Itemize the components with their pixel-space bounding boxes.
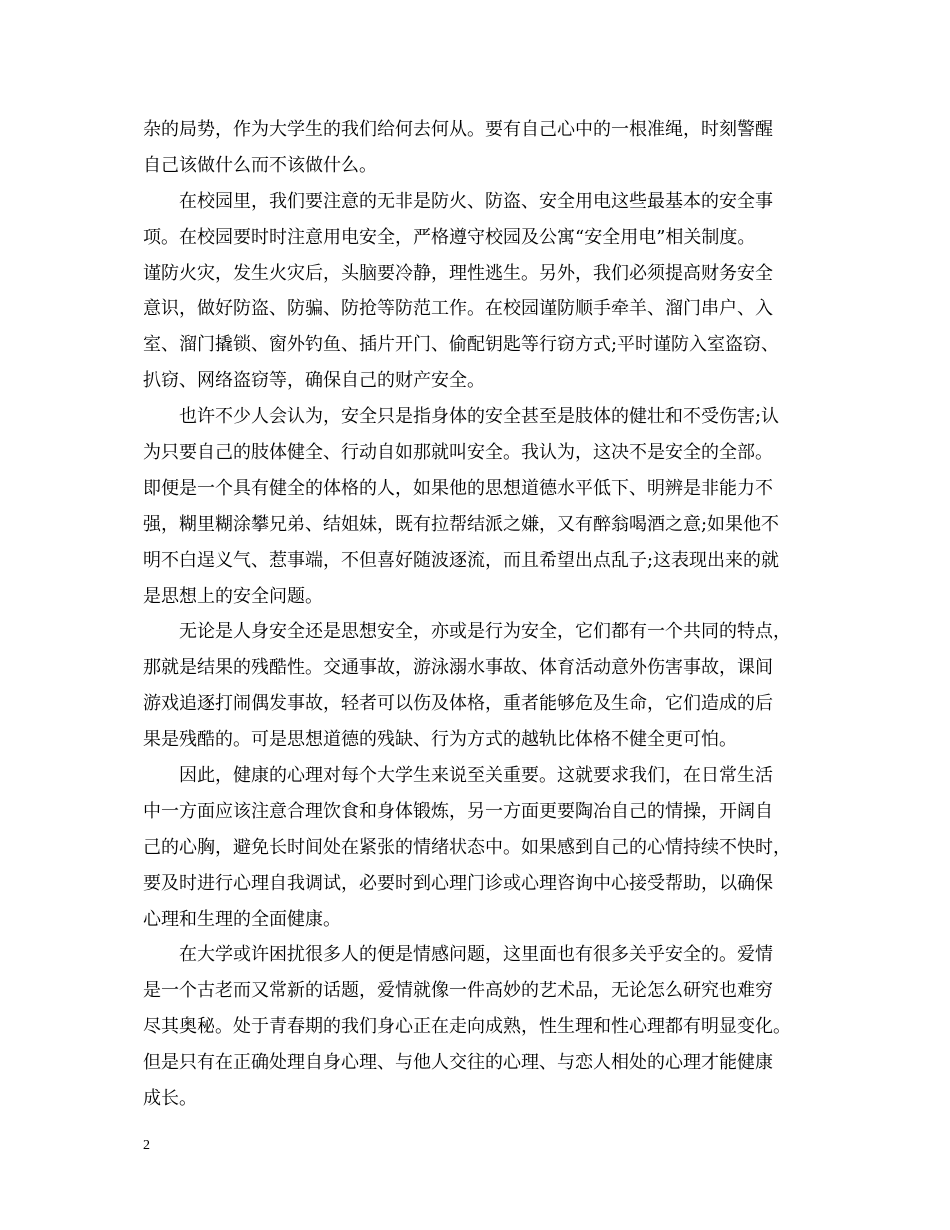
- text-line: 心理和生理的全面健康。: [143, 908, 341, 930]
- text-line: 项。在校园要时时注意用电安全，严格遵守校园及公寓“安全用电”相关制度。: [143, 226, 756, 248]
- body-text: [143, 112, 823, 1117]
- text-line: 尽其奥秘。处于青春期的我们身心正在走向成熟，性生理和性心理都有明显变化。: [143, 1016, 791, 1038]
- text-line: 意识，做好防盗、防骗、防抢等防范工作。在校园谨防顺手牵羊、溜门串户、入: [143, 298, 773, 320]
- text-line: 杂的局势，作为大学生的我们给何去何从。要有自己心中的一根准绳，时刻警醒: [143, 119, 773, 140]
- paragraph-first-line: 在校园里，我们要注意的无非是防火、防盗、安全用电这些最基本的安全事: [179, 190, 773, 212]
- text-line: 己的心胸，避免长时间处在紧张的情绪状态中。如果感到自己的心情持续不快时，: [143, 836, 791, 858]
- text-line: 是思想上的安全问题。: [143, 585, 323, 607]
- text-line: 明不白逞义气、惹事端，不但喜好随波逐流，而且希望出点乱子;这表现出来的就: [143, 549, 780, 571]
- text-line: 扒窃、网络盗窃等，确保自己的财产安全。: [143, 370, 485, 392]
- text-line: 要及时进行心理自我调试，必要时到心理门诊或心理咨询中心接受帮助，以确保: [143, 872, 773, 894]
- text-line: 那就是结果的残酷性。交通事故，游泳溺水事故、体育活动意外伤害事故，课间: [143, 657, 773, 679]
- text-line: 果是残酷的。可是思想道德的残缺、行为方式的越轨比体格不健全更可怕。: [143, 729, 737, 751]
- paragraph-first-line: 因此，健康的心理对每个大学生来说至关重要。这就要求我们，在日常生活: [179, 765, 773, 787]
- text-line: 即便是一个具有健全的体格的人，如果他的思想道德水平低下、明辨是非能力不: [143, 477, 773, 499]
- page-number: 2: [143, 1138, 150, 1153]
- text-line: 游戏追逐打闹偶发事故，轻者可以伤及体格，重者能够危及生命，它们造成的后: [143, 693, 773, 715]
- text-line: 是一个古老而又常新的话题，爱情就像一件高妙的艺术品，无论怎么研究也难穷: [143, 980, 773, 1002]
- text-line: 强，糊里糊涂攀兄弟、结姐妹，既有拉帮结派之嫌，又有醉翁喝酒之意;如果他不: [143, 513, 780, 535]
- text-line: 自己该做什么而不该做什么。: [143, 154, 377, 176]
- paragraph-first-line: 无论是人身安全还是思想安全，亦或是行为安全，它们都有一个共同的特点，: [179, 621, 791, 643]
- text-line: 谨防火灾，发生火灾后，头脑要冷静，理性逃生。另外，我们必须提高财务安全: [143, 262, 773, 284]
- text-line: 成长。: [143, 1088, 197, 1110]
- text-line: 但是只有在正确处理自身心理、与他人交往的心理、与恋人相处的心理才能健康: [143, 1052, 773, 1074]
- paragraph-first-line: 也许不少人会认为，安全只是指身体的安全甚至是肢体的健壮和不受伤害;认: [179, 406, 780, 428]
- paragraph-first-line: 在大学或许困扰很多人的便是情感问题，这里面也有很多关乎安全的。爱情: [179, 944, 773, 966]
- text-line: 中一方面应该注意合理饮食和身体锻炼，另一方面更要陶冶自己的情操，开阔自: [143, 800, 773, 822]
- text-line: 为只要自己的肢体健全、行动自如那就叫安全。我认为，这决不是安全的全部。: [143, 442, 773, 464]
- text-line: 室、溜门撬锁、窗外钓鱼、插片开门、偷配钥匙等行窃方式;平时谨防入室盗窃、: [143, 334, 780, 356]
